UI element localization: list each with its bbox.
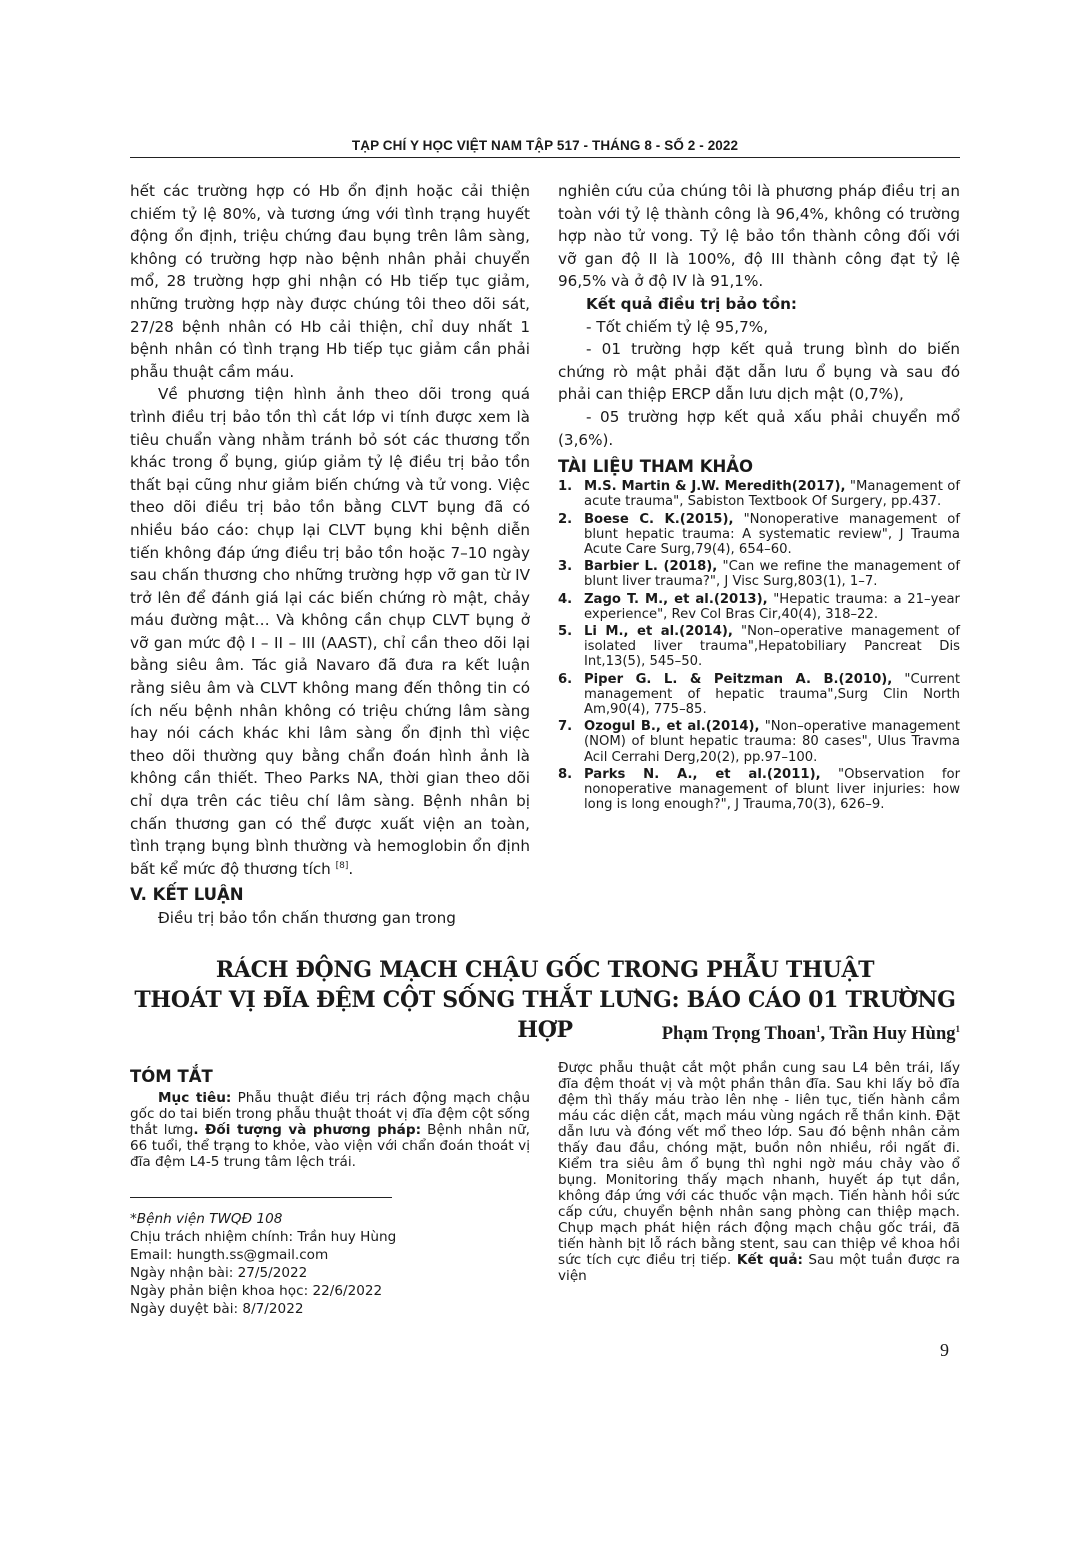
author-1-affil: 1 (815, 1023, 821, 1034)
right-column (558, 180, 960, 814)
method-label: . Đối tượng và phương pháp: (193, 1122, 422, 1138)
reference-list (558, 479, 960, 812)
header-rule (130, 157, 960, 158)
footnote (130, 1210, 530, 1318)
article-authors: Phạm Trọng Thoan$^1$, Trần Huy Hùng$^1$ (661, 1023, 960, 1044)
result-item-1: - Tốt chiếm tỷ lệ 95,7%, (586, 317, 769, 336)
footnote-approved: Ngày duyệt bài: 8/7/2022 (130, 1301, 304, 1317)
reference-item: 3. Barbier L. (2018), "Can we refine the management of blunt liver trauma?", J Visc Surg,803(1), 1–7. (558, 559, 960, 590)
footnote-email: Email: hungth.ss@gmail.com (130, 1247, 329, 1263)
left-paragraph-2-end: . (348, 859, 354, 878)
footnote-rule (130, 1197, 392, 1198)
summary-right (558, 1060, 960, 1284)
right-paragraph-1: nghiên cứu của chúng tôi là phương pháp điều trị an toàn với tỷ lệ thành công là 96,4%, không có trường hợp nào tử vong. Tỷ lệ bảo tồn thành công đối với vỡ gan độ II là 100%, độ III thành công đạt tỷ lệ 96,5% và ở độ IV là 91,1%. (558, 182, 960, 291)
reference-item: 5. Li M., et al.(2014), "Non–operative management of isolated liver trauma",Hepatobiliary Pancreat Dis Int,13(5), 545–50. (558, 623, 960, 670)
left-paragraph-1: hết các trường hợp có Hb ổn định hoặc cải thiện chiếm tỷ lệ 80%, và tương ứng với tình trạng huyết động ổn định, triệu chứng đau bụng trên lâm sàng, không có trường hợp nào bệnh nhân phải chuyển mổ, 28 trường hợp ghi nhận có Hb tiếp tục giảm, những trường hợp này được chúng tôi theo dõi sát, 27/28 bệnh nhân có Hb cải thiện, chỉ duy nhất 1 bệnh nhân có tình trạng Hb tiếp tục giảm cần phải phẫu thuật cầm máu. (130, 182, 530, 381)
left-paragraph-2-text: Về phương tiện hình ảnh theo dõi trong quá trình điều trị bảo tồn thì cắt lớp vi tính được xem là tiêu chuẩn vàng nhằm tránh bỏ sót các thương tổn khác trong ổ bụng, giúp giảm tỷ lệ điều trị bảo tồn thất bại cũng như giảm biến chứng và tử vong. Việc theo dõi điều trị bảo tồn bằng CLVT bụng đã có nhiều báo cáo: chụp lại CLVT bụng khi bệnh diễn tiến không đáp ứng điều trị bảo tồn hoặc 7–10 ngày sau chấn thương cho những trường hợp vỡ gan từ IV trở lên để đánh giá lại các biến chứng rò mật, chảy máu đường mật… Và không cần chụp CLVT bụng ở vỡ gan mức độ I – II – III (AAST), chỉ cần theo dõi lại bằng siêu âm. Tác giả Navaro đã đưa ra kết luận rằng siêu âm và CLVT không mang đến thông tin có ích nếu bệnh nhân không có triệu chứng lâm sàng hay nói cách khác khi lâm sàng ổn định thì việc theo dõi thường quy bằng chẩn đoán hình ảnh là không cần thiết. Theo Parks NA, thời gian theo dõi chỉ dựa trên các tiêu chí lâm sàng. Bệnh nhân bị chấn thương gan có thể được xuất viện an toàn, tình trạng bụng bình thường và hemoglobin ổn định bất kể mức độ thương tích (130, 385, 530, 878)
journal-header: TẠP CHÍ Y HỌC VIỆT NAM TẬP 517 - THÁNG 8 - SỐ 2 - 2022 (351, 138, 739, 153)
reference-item: 4. Zago T. M., et al.(2013), "Hepatic trauma: a 21–year experience", Rev Col Bras Cir,40(4), 318–22. (558, 591, 960, 622)
method-text: Bệnh nhân nữ, 66 tuổi, thể trạng to khỏe, vào viện với chẩn đoán thoát vị đĩa đệm L4-5 trung tâm lệch trái. (130, 1122, 530, 1170)
reference-item: 1. M.S. Martin & J.W. Meredith(2017), "Management of acute trauma", Sabiston Textbook Of Surgery, pp.437. (558, 479, 960, 510)
summary-heading: TÓM TẮT (130, 1067, 213, 1086)
footnote-affiliation: *Bệnh viện TWQĐ 108 (130, 1211, 283, 1227)
summary-left (130, 1063, 530, 1170)
summary-right-text: Được phẫu thuật cắt một phần cung sau L4 bên trái, lấy đĩa đệm thoát vị và một phần thân đĩa. Sau khi lấy bỏ đĩa đệm thì thấy máu trào lên nhẹ - liên tục, tiến hành cầm máu các diện cắt, mạch máu vùng ngách rễ thần kinh. Đặt dẫn lưu và đóng vết mổ theo lớp. Sau đó bệnh nhân cảm thấy đau đầu, chóng mặt, buồn nôn nhiều, rồi ngất đi. Kiểm tra siêu âm ổ bụng thì nghi ngờ máu chảy vào ổ bụng. Monitoring thấy mạch nhanh, huyết áp tụt dần, không đáp ứng với các thuốc vận mạch. Tiến hành hồi sức cấp cứu, chuyển bệnh nhân sang phòng can thiệp mạch. Chụp mạch phát hiện rách động mạch chậu gốc trái, đã tiến hành bịt lỗ rách bằng stent, sau can thiệp về khoa hồi sức tích cực điều trị tiếp. (558, 1060, 960, 1268)
objective-text: Phẫu thuật điều trị rách động mạch chậu gốc do tai biến trong phẫu thuật thoát vị đĩa đệm cột sống thắt lưng (130, 1090, 530, 1138)
reference-item: 6. Piper G. L. & Peitzman A. B.(2010), "Current management of hepatic trauma",Surg Clin North Am,90(4), 775–85. (558, 671, 960, 717)
citation-ref: [8] (335, 860, 349, 871)
summary-text (130, 1090, 530, 1170)
references-heading: TÀI LIỆU THAM KHẢO (558, 457, 754, 477)
reference-item: 8. Parks N. A., et al.(2011), "Observation for nonoperative management of blunt liver injuries: how long is long enough?", J Trauma,70(3), 626–9. (558, 766, 960, 813)
section-heading-conclusion: V. KẾT LUẬN (130, 885, 244, 905)
left-column (130, 180, 530, 930)
result-item-3: - 05 trường hợp kết quả xấu phải chuyển mổ (3,6%). (558, 407, 960, 449)
author-2: Trần Huy Hùng (829, 1024, 956, 1044)
left-paragraph-2 (130, 383, 530, 880)
page-number: 9 (940, 1340, 949, 1360)
result-label: Kết quả: (731, 1252, 803, 1268)
left-paragraph-3: Điều trị bảo tồn chấn thương gan trong (158, 909, 456, 927)
footnote-received: Ngày nhận bài: 27/5/2022 (130, 1265, 308, 1281)
article-title-line-2: THOÁT VỊ ĐĨA ĐỆM CỘT SỐNG THẮT LƯNG: BÁO CÁO 01 TRƯỜNG HỢP (134, 987, 956, 1043)
reference-item: 2. Boese C. K.(2015), "Nonoperative management of blunt hepatic trauma: A systematic review", J Trauma Acute Care Surg,79(4), 654–60. (558, 511, 960, 557)
author-1: Phạm Trọng Thoan (661, 1024, 816, 1044)
footnote-contact: Chịu trách nhiệm chính: Trần huy Hùng (130, 1229, 397, 1245)
objective-label: Mục tiêu: (158, 1090, 232, 1106)
reference-item: 7. Ozogul B., et al.(2014), "Non–operative management (NOM) of blunt hepatic trauma: 80 cases", Ulus Travma Acil Cerrahi Derg,20(2), pp.97–100. (558, 719, 960, 765)
result-item-2: - 01 trường hợp kết quả trung bình do biến chứng rò mật phải đặt dẫn lưu ổ bụng và sau đó phải can thiệp ERCP dẫn lưu dịch mật (0,7%), (558, 340, 960, 404)
footnote-reviewed: Ngày phản biện khoa học: 22/6/2022 (130, 1283, 383, 1299)
results-heading: Kết quả điều trị bảo tồn: (586, 294, 797, 313)
result-text: Sau một tuần được ra viện (558, 1252, 961, 1284)
author-2-affil: 1 (955, 1023, 960, 1034)
article-title-line-1: RÁCH ĐỘNG MẠCH CHẬU GỐC TRONG PHẪU THUẬT (215, 957, 875, 983)
